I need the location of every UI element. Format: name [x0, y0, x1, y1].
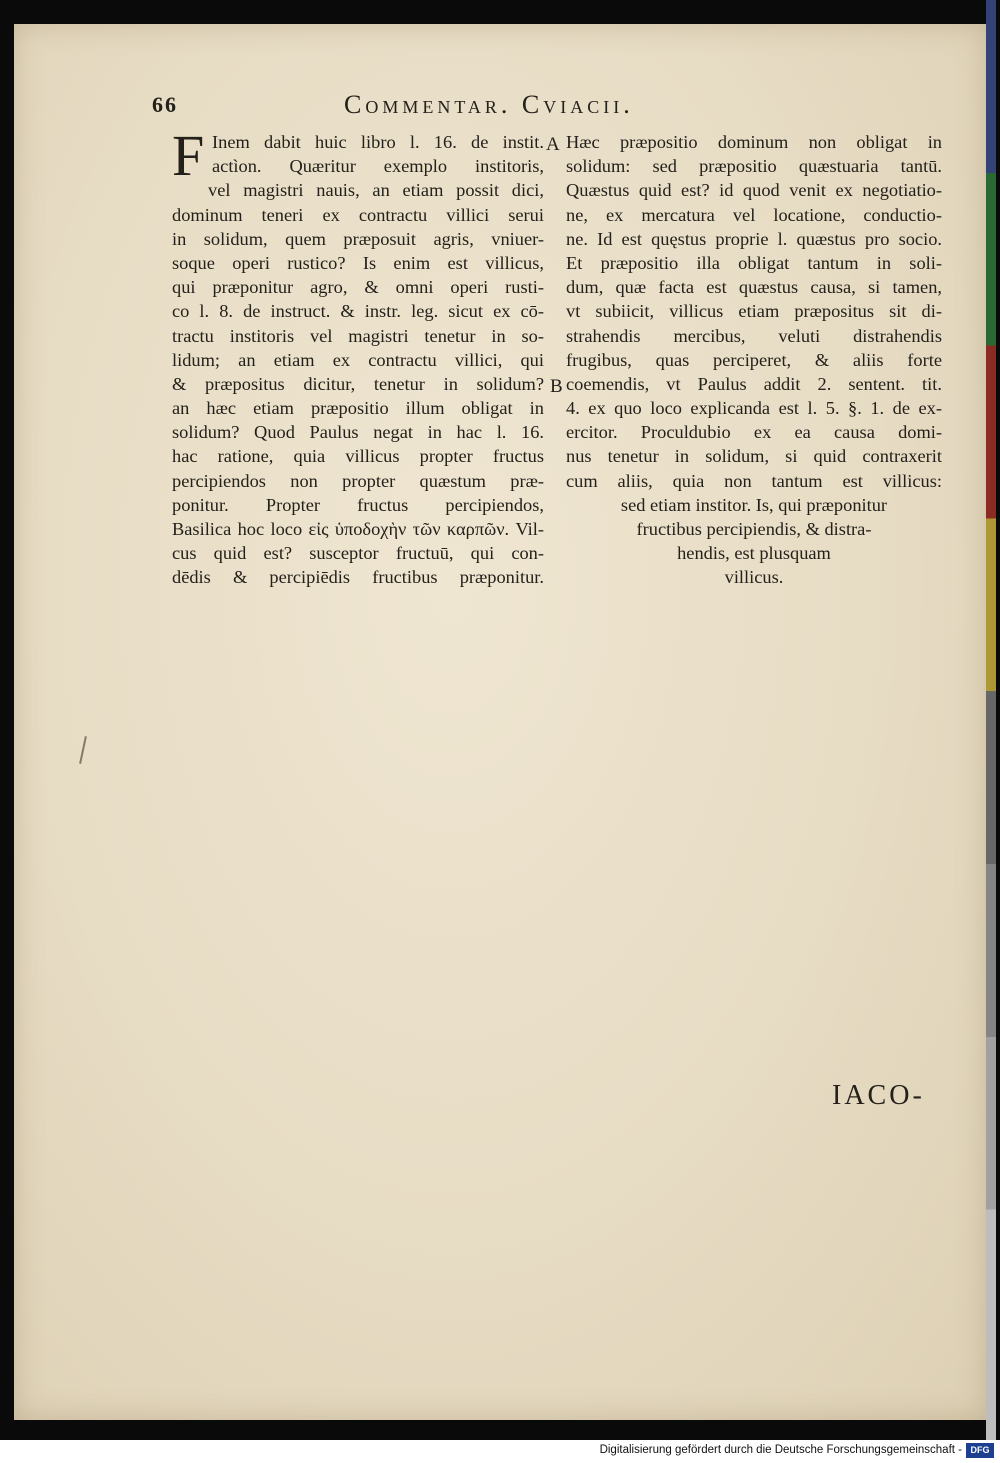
text-line: vel magistri nauis, an etiam possit dici, [208, 180, 544, 201]
text-line: solidum? Quod Paulus negat in hac l. 16. [172, 422, 544, 443]
footer-bar [0, 1440, 1000, 1463]
margin-marker-b: B [550, 376, 563, 397]
text-line: Et præpositio illa obligat tantum in soli- [566, 252, 942, 273]
text-line: Hæc præpositio dominum non obligat in [566, 132, 942, 152]
running-title: Commentar. Cviacii. [344, 90, 634, 119]
text-line: villicus. [724, 567, 784, 588]
text-line: 4. ex quo loco explicanda est l. 5. §. 1. de ex- [566, 398, 942, 419]
footer-credit: Digitalisierung gefördert durch die Deutsche Forschungsgemeinschaft - [599, 1444, 962, 1456]
text-line: percipiendos non propter quæstum præ- [172, 470, 544, 491]
text-line: Quæstus quid est? id quod venit ex negotiatio- [566, 180, 942, 201]
text-line: cus quid est? susceptor fructuū, qui con- [172, 543, 544, 564]
page-number: 66 [152, 92, 178, 117]
text-line: ponitur. Propter fructus percipiendos, [172, 494, 544, 515]
text-line: ne, ex mercatura vel locatione, conductio- [566, 204, 942, 225]
text-line: vt subiicit, villicus etiam præpositus sit di- [566, 301, 942, 322]
dfg-logo: DFG [966, 1443, 994, 1458]
text-line: ercitor. Proculdubio ex ea causa domi- [566, 422, 942, 443]
margin-marker-a: A [546, 134, 560, 155]
text-line: solidum: sed præpositio quæstuaria tantū. [566, 156, 942, 177]
text-line: hendis, est plusquam [677, 543, 831, 564]
text-line: & præpositus dicitur, tenetur in solidum? [172, 373, 544, 394]
running-head [152, 86, 952, 122]
text-line: dēdis & percipiēdis fructibus præponitur. [172, 567, 544, 588]
text-line: strahendis mercibus, veluti distrahendis [566, 325, 942, 346]
text-line: qui præponitur agro, & omni operi rusti- [172, 277, 544, 298]
text-line: coemendis, vt Paulus addit 2. sentent. tit. [566, 373, 942, 394]
text-line: cum aliis, quia non tantum est villicus: [566, 470, 942, 491]
text-line: soque operi rustico? Is enim est villicus, [172, 252, 544, 273]
right-text-column [566, 130, 942, 590]
text-line: actìon. Quæritur exemplo institoris, [212, 156, 544, 177]
color-calibration-strip [986, 0, 996, 1440]
text-line: nus tenetur in solidum, si quid contraxerit [566, 446, 942, 467]
text-line: ne. Id est quęstus proprie l. quæstus pro socio. [566, 228, 942, 249]
left-text-column [172, 123, 544, 590]
text-line: fructibus percipiendis, & distra- [636, 519, 872, 539]
text-line: tractu institoris vel magistri tenetur in so- [172, 325, 544, 346]
text-line: frugibus, quas perciperet, & aliis forte [566, 349, 942, 370]
text-line: in solidum, quem præposuit agris, vniuer- [172, 228, 544, 249]
text-line: Basilica hoc loco εἰς ὑποδοχὴν τῶν καρπῶν. Vil- [172, 519, 544, 539]
catchword: IACO- [832, 1080, 925, 1111]
text-line: hac ratione, quia villicus propter fructus [172, 446, 544, 467]
text-line: dum, quæ facta est quæstus causa, si tamen, [566, 277, 942, 298]
text-line: sed etiam institor. Is, qui præponitur [620, 494, 888, 515]
text-line: co l. 8. de instruct. & instr. leg. sicut ex cō- [172, 301, 544, 322]
drop-initial: F [172, 123, 205, 188]
text-line: Inem dabit huic libro l. 16. de instit. [212, 132, 544, 152]
text-line: lidum; an etiam ex contractu villici, qui [172, 349, 544, 370]
text-line: dominum teneri ex contractu villici serui [172, 204, 544, 225]
text-line: an hæc etiam præpositio illum obligat in [172, 398, 544, 419]
